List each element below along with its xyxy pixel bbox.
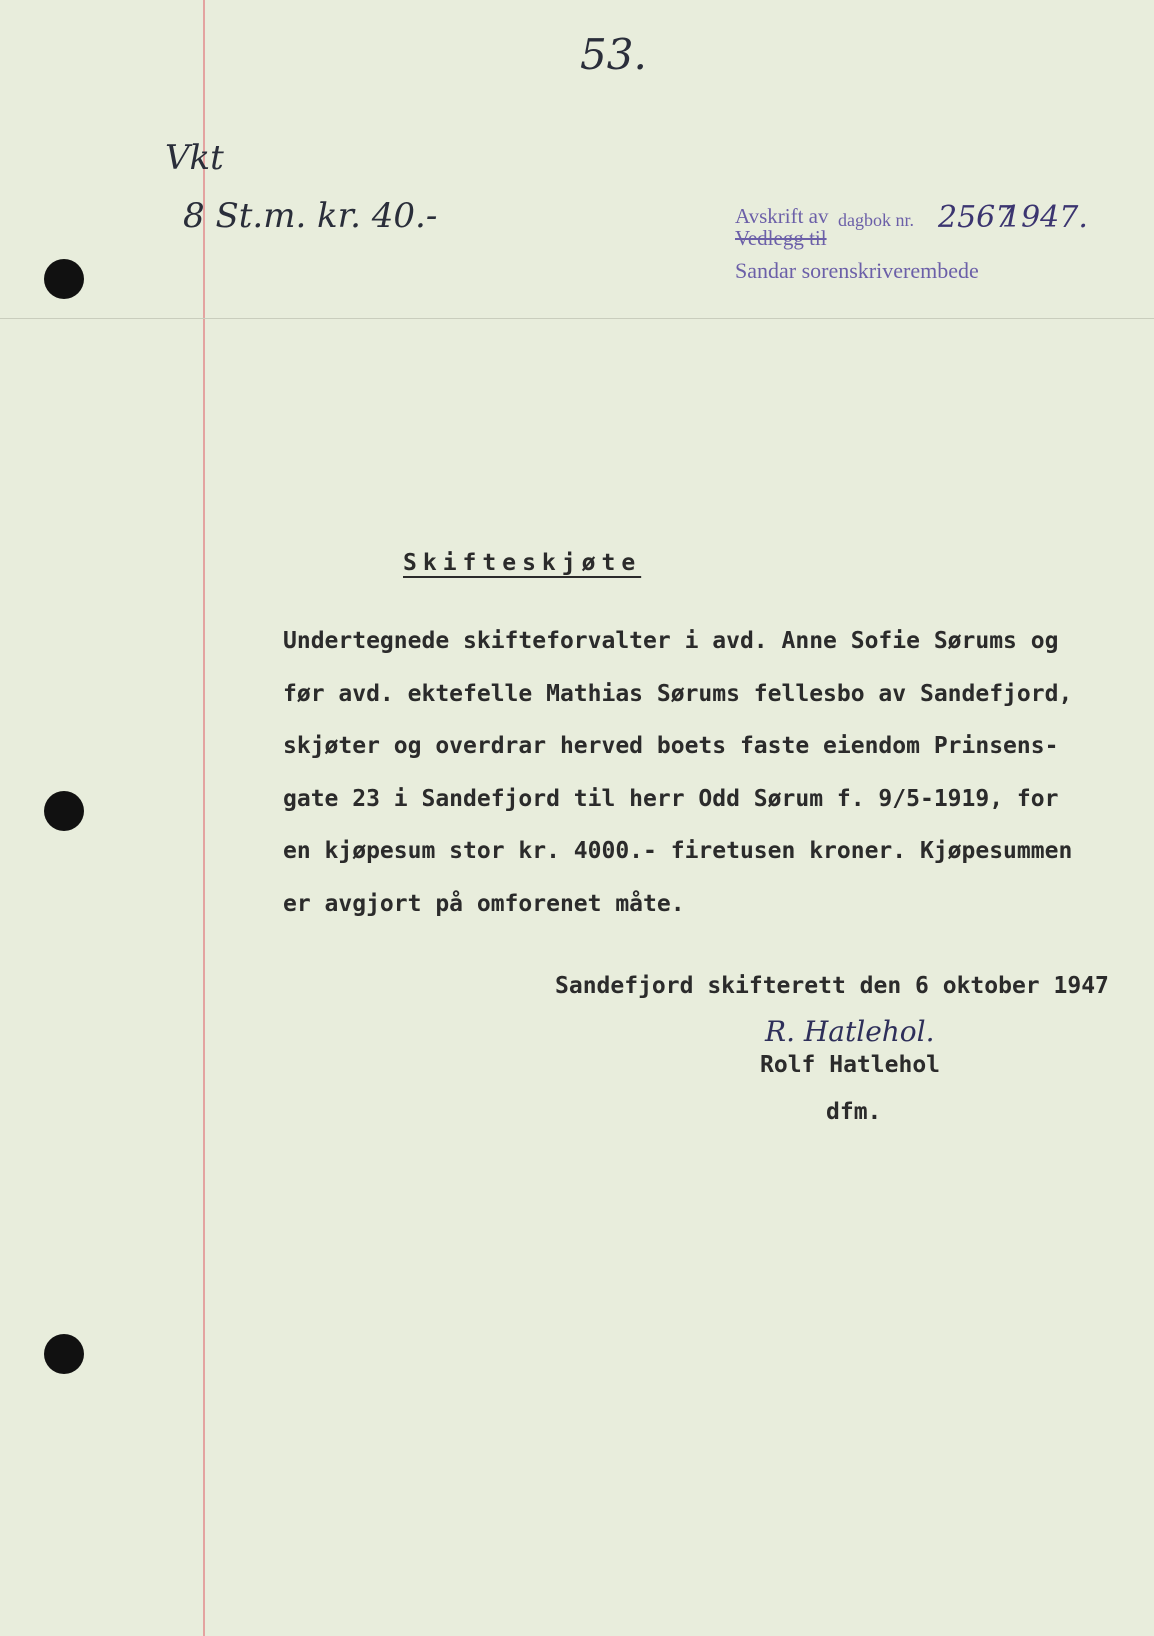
- body-line: en kjøpesum stor kr. 4000.- firetusen kroner. Kjøpesummen: [283, 838, 1073, 864]
- fold-line: [0, 318, 1154, 319]
- signer-name: Rolf Hatlehol: [760, 1052, 941, 1078]
- stamp-diary-number: 2567: [938, 200, 1015, 235]
- signer-title: dfm.: [826, 1099, 882, 1125]
- stamp-diary-year: 1947.: [1002, 200, 1088, 235]
- handwritten-signature: R. Hatlehol.: [765, 1015, 935, 1048]
- margin-initials: Vkt: [165, 138, 224, 178]
- punch-hole-top: [44, 259, 84, 299]
- margin-fee-note: 8 St.m. kr. 40.-: [183, 196, 438, 236]
- stamp-attachment-to: Vedlegg til: [735, 226, 827, 250]
- place-date: Sandefjord skifterett den 6 oktober 1947: [555, 973, 1109, 999]
- document-title: Skifteskjøte: [403, 550, 642, 576]
- punch-hole-bottom: [44, 1334, 84, 1374]
- punch-hole-middle: [44, 791, 84, 831]
- stamp-diary-no: dagbok nr.: [838, 210, 914, 230]
- body-line: er avgjort på omforenet måte.: [283, 890, 685, 917]
- margin-rule: [203, 0, 205, 1636]
- page-number: 53.: [580, 30, 647, 79]
- body-line: gate 23 i Sandefjord til herr Odd Sørum f. 9/5-1919, for: [283, 785, 1059, 812]
- stamp-copy-of: Avskrift av: [735, 204, 829, 228]
- body-line: før avd. ektefelle Mathias Sørums fellesbo av Sandefjord,: [283, 680, 1073, 707]
- document-body: [283, 628, 1072, 943]
- body-line: skjøter og overdrar herved boets faste eiendom Prinsens-: [283, 733, 1059, 759]
- stamp-office: Sandar sorenskriverembede: [735, 258, 979, 283]
- body-line: Undertegnede skifteforvalter i avd. Anne Sofie Sørums og: [283, 628, 1059, 654]
